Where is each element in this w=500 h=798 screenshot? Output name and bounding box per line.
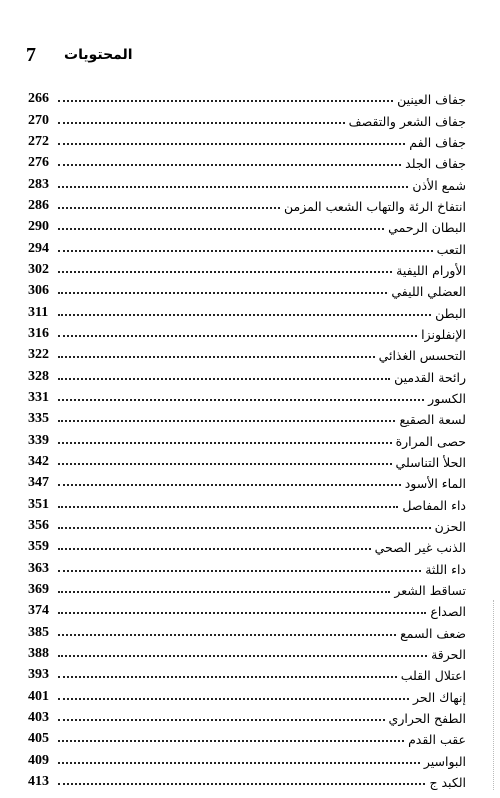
toc-page-number: 347 — [28, 475, 49, 491]
toc-page-number: 290 — [28, 219, 49, 235]
dot-leader — [58, 228, 384, 230]
page-number: 7 — [26, 44, 36, 66]
dot-leader — [58, 335, 417, 337]
dot-leader — [58, 164, 401, 166]
toc-title: الطفح الحراري — [388, 710, 466, 726]
dot-leader — [58, 740, 404, 742]
toc-page-number: 311 — [28, 304, 49, 320]
dot-leader — [58, 463, 392, 465]
toc-entry — [28, 769, 466, 790]
toc-page-number: 369 — [28, 581, 49, 597]
dot-leader — [58, 634, 396, 636]
dot-leader — [58, 292, 387, 294]
page-header — [0, 44, 500, 70]
toc-title: داء اللثة — [425, 561, 466, 577]
toc-page-number: 266 — [28, 91, 49, 107]
toc-entry — [28, 342, 466, 363]
dot-leader — [58, 676, 397, 678]
toc-entry — [28, 577, 466, 598]
toc-page-number: 328 — [28, 368, 49, 384]
toc-title: التعب — [436, 241, 466, 257]
dot-leader — [58, 719, 385, 721]
toc-title: الحلأ التناسلي — [395, 454, 466, 470]
toc-page-number: 359 — [28, 539, 49, 555]
toc-entry — [28, 363, 466, 384]
toc-title: البطن — [435, 305, 466, 321]
dot-leader — [58, 100, 393, 102]
toc-entry — [28, 321, 466, 342]
toc-page-number: 405 — [28, 731, 49, 747]
toc-page-number: 322 — [28, 347, 49, 363]
toc-title: الصداع — [430, 604, 466, 620]
toc-title: العضلي الليفي — [391, 284, 466, 300]
dot-leader — [58, 527, 431, 529]
toc-page-number: 363 — [28, 560, 49, 576]
dot-leader — [58, 591, 390, 593]
toc-entry — [28, 193, 466, 214]
toc-title: الكبد ج — [429, 774, 466, 790]
toc-entry — [28, 705, 466, 726]
toc-entry — [28, 513, 466, 534]
toc-page-number: 403 — [28, 709, 49, 725]
toc-entry — [28, 449, 466, 470]
toc-title: جفاف الشعر والتقصف — [348, 113, 466, 129]
toc-entry — [28, 107, 466, 128]
toc-entry — [28, 214, 466, 235]
toc-title: الكسور — [428, 390, 466, 406]
toc-title: اعتلال القلب — [400, 668, 466, 684]
toc-title: تساقط الشعر — [394, 582, 466, 598]
toc-page-number: 388 — [28, 645, 49, 661]
dot-leader — [58, 783, 425, 785]
toc-title: البواسير — [423, 753, 466, 769]
toc-title: التحسس الغذائي — [378, 348, 466, 364]
toc-entry — [28, 534, 466, 555]
page-edge-mark — [493, 600, 496, 790]
toc-title: الأورام الليفية — [396, 262, 466, 278]
toc-entry — [28, 747, 466, 768]
toc-page-number: 356 — [28, 517, 49, 533]
toc-title: الماء الأسود — [404, 476, 466, 492]
toc-page-number: 413 — [28, 773, 49, 789]
toc-entry — [28, 662, 466, 683]
toc-page-number: 272 — [28, 133, 49, 149]
toc-entry — [28, 406, 466, 427]
toc-entry — [28, 235, 466, 256]
dot-leader — [58, 250, 433, 252]
toc-title: الحرقة — [431, 646, 466, 662]
toc-entry — [28, 129, 466, 150]
dot-leader — [58, 420, 395, 422]
dot-leader — [58, 143, 405, 145]
dot-leader — [58, 762, 420, 764]
toc-title: لسعة الصقيع — [399, 412, 466, 428]
toc-title: عقب القدم — [408, 732, 466, 748]
toc-page-number: 331 — [28, 389, 49, 405]
dot-leader — [58, 506, 398, 508]
toc-page-number: 374 — [28, 603, 49, 619]
toc-entry — [28, 491, 466, 512]
toc-page-number: 294 — [28, 240, 49, 256]
dot-leader — [58, 207, 280, 209]
dot-leader — [58, 314, 431, 316]
page-title: المحتويات — [64, 47, 133, 63]
dot-leader — [58, 356, 375, 358]
toc-entry — [28, 726, 466, 747]
dot-leader — [58, 442, 392, 444]
toc-page-number: 276 — [28, 155, 49, 171]
toc-title: جفاف الجلد — [405, 156, 466, 172]
toc-entry — [28, 598, 466, 619]
toc-title: رائحة القدمين — [394, 369, 466, 385]
toc-title: شمع الأذن — [412, 177, 466, 193]
toc-title: ضعف السمع — [400, 625, 466, 641]
toc-entry — [28, 683, 466, 704]
toc-page-number: 339 — [28, 432, 49, 448]
toc-entry — [28, 619, 466, 640]
toc-entry — [28, 171, 466, 192]
toc-page-number: 283 — [28, 176, 49, 192]
toc-page-number: 393 — [28, 667, 49, 683]
toc-page-number: 316 — [28, 325, 49, 341]
toc-entry — [28, 86, 466, 107]
dot-leader — [58, 186, 408, 188]
toc-page-number: 302 — [28, 261, 49, 277]
toc-page-number: 385 — [28, 624, 49, 640]
toc-title: انتفاخ الرئة والتهاب الشعب المزمن — [284, 198, 466, 214]
toc-page-number: 351 — [28, 496, 49, 512]
dot-leader — [58, 698, 409, 700]
toc-title: البطان الرحمي — [388, 220, 466, 236]
toc-title: الإنفلونزا — [421, 326, 466, 342]
toc-title: الذنب غير الصحي — [374, 540, 466, 556]
toc-title: جفاف الفم — [409, 134, 466, 150]
toc-page-number: 286 — [28, 197, 49, 213]
toc-page-number: 270 — [28, 112, 49, 128]
dot-leader — [58, 484, 401, 486]
table-of-contents — [28, 86, 466, 790]
toc-title: جفاف العينين — [397, 92, 466, 108]
dot-leader — [58, 548, 371, 550]
toc-entry — [28, 427, 466, 448]
dot-leader — [58, 378, 390, 380]
toc-page-number: 342 — [28, 453, 49, 469]
dot-leader — [58, 122, 345, 124]
toc-page-number: 306 — [28, 283, 49, 299]
toc-entry — [28, 555, 466, 576]
toc-title: داء المفاصل — [402, 497, 466, 513]
toc-entry — [28, 299, 466, 320]
dot-leader — [58, 612, 426, 614]
toc-entry — [28, 150, 466, 171]
toc-title: حصى المرارة — [395, 433, 466, 449]
toc-entry — [28, 641, 466, 662]
toc-entry — [28, 278, 466, 299]
toc-entry — [28, 470, 466, 491]
dot-leader — [58, 399, 424, 401]
toc-title: إنهاك الحر — [412, 689, 466, 705]
toc-page-number: 409 — [28, 752, 49, 768]
toc-entry — [28, 257, 466, 278]
dot-leader — [58, 271, 392, 273]
dot-leader — [58, 655, 427, 657]
dot-leader — [58, 570, 421, 572]
toc-title: الحزن — [434, 518, 466, 534]
toc-page-number: 401 — [28, 688, 49, 704]
toc-entry — [28, 385, 466, 406]
toc-page-number: 335 — [28, 411, 49, 427]
